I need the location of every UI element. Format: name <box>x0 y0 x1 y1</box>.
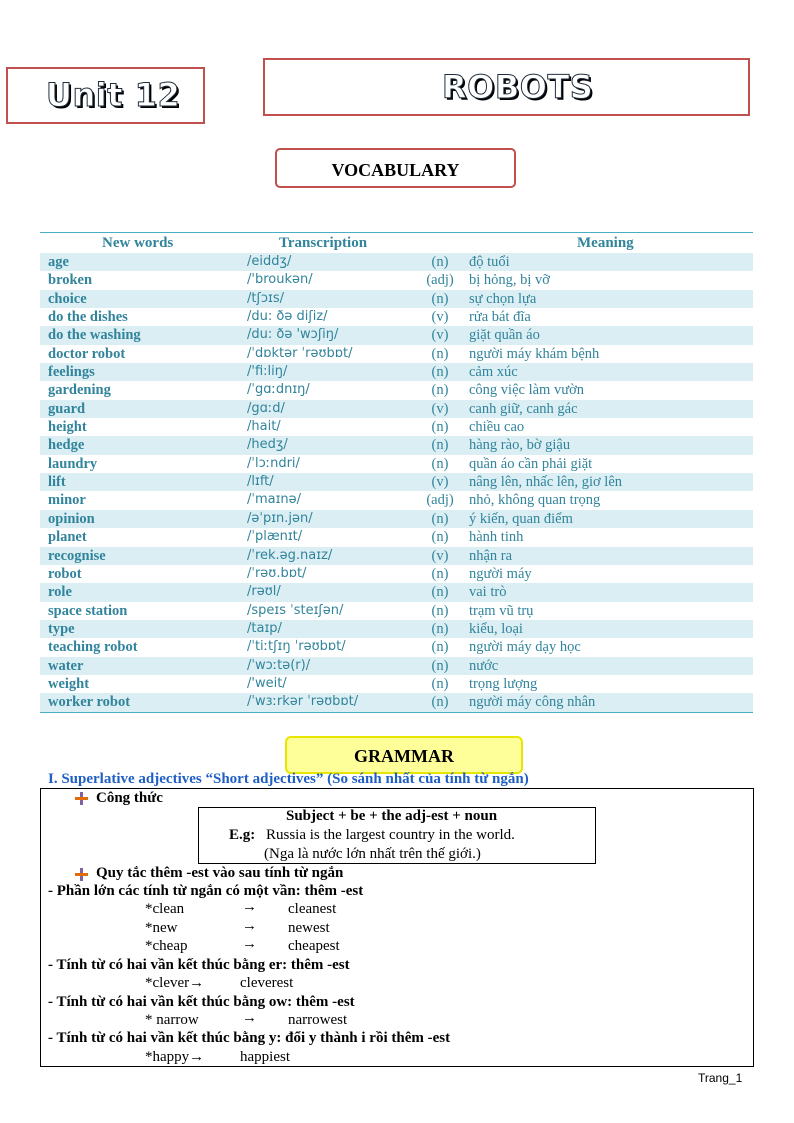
meaning-cell: hành tinh <box>469 529 524 546</box>
transcription-cell: /ˈrek.əg.naɪz/ <box>247 547 333 563</box>
part-of-speech-cell: (n) <box>431 382 449 399</box>
part-of-speech-cell: (adj) <box>426 492 454 509</box>
part-of-speech-cell: (n) <box>431 657 449 674</box>
meaning-cell: chiều cao <box>469 419 525 436</box>
transcription-cell: /du: ðə diʃiz/ <box>247 309 328 325</box>
table-row <box>40 400 753 418</box>
table-row <box>40 436 753 454</box>
part-of-speech-cell: (n) <box>431 529 449 546</box>
meaning-cell: giặt quần áo <box>469 327 540 344</box>
transcription-cell: /hait/ <box>247 419 281 435</box>
table-body <box>40 253 753 712</box>
part-of-speech-cell: (n) <box>431 290 449 307</box>
part-of-speech-cell: (n) <box>431 254 449 270</box>
example-translation: (Nga là nước lớn nhất trên thế giới.) <box>264 846 481 862</box>
rule-2: - Tính từ có hai vần kết thúc bằng er: thêm -est <box>48 957 350 973</box>
meaning-cell: quần áo cần phải giặt <box>469 455 593 472</box>
page-number: Trang_1 <box>698 1071 743 1085</box>
column-header-transcription: Transcription <box>279 235 368 251</box>
vocabulary-heading: VOCABULARY <box>331 160 460 180</box>
arrow-bullet-icon <box>75 868 88 881</box>
table-row <box>40 345 753 363</box>
grammar-heading-box <box>285 736 523 774</box>
meaning-cell: cảm xúc <box>469 364 518 381</box>
table-row <box>40 657 753 675</box>
word-cell: teaching robot <box>48 639 138 656</box>
word-cell: opinion <box>48 510 95 527</box>
table-row <box>40 271 753 289</box>
part-of-speech-cell: (n) <box>431 602 449 619</box>
word-cell: age <box>48 254 69 270</box>
table-row <box>40 418 753 436</box>
transcription-cell: /gɑːd/ <box>247 400 285 416</box>
transcription-cell: /'fi:liŋ/ <box>247 364 288 380</box>
rule-1: - Phần lớn các tính từ ngắn có một vần: thêm -est <box>48 883 364 899</box>
word-cell: lift <box>48 474 66 491</box>
word-cell: feelings <box>48 364 95 381</box>
meaning-cell: ý kiến, quan điểm <box>469 510 573 527</box>
table-row <box>40 455 753 473</box>
word-cell: laundry <box>48 455 98 472</box>
part-of-speech-cell: (n) <box>431 455 449 472</box>
part-of-speech-cell: (n) <box>431 419 449 436</box>
example-to: happiest <box>240 1049 290 1065</box>
transcription-cell: /rəʊl/ <box>247 584 281 600</box>
meaning-cell: nhỏ, không quan trọng <box>469 492 601 509</box>
example-sentence: Russia is the largest country in the world. <box>266 827 515 843</box>
arrow-icon: → <box>242 918 257 934</box>
part-of-speech-cell: (v) <box>431 474 449 491</box>
word-cell: minor <box>48 492 86 509</box>
part-of-speech-cell: (n) <box>431 437 449 454</box>
word-cell: do the washing <box>48 327 141 344</box>
table-row <box>40 381 753 399</box>
part-of-speech-cell: (n) <box>431 675 449 692</box>
meaning-cell: canh giữ, canh gác <box>469 400 578 417</box>
meaning-cell: bị hỏng, bị vỡ <box>469 272 550 289</box>
transcription-cell: /ˈrəʊ.bɒt/ <box>247 565 307 581</box>
transcription-cell: /'broukən/ <box>247 272 313 288</box>
vocabulary-table <box>40 232 753 713</box>
rules-label: Quy tắc thêm -est vào sau tính từ ngắn <box>96 865 344 881</box>
table-row <box>40 473 753 491</box>
word-cell: do the dishes <box>48 309 128 326</box>
arrow-icon: → <box>242 936 257 952</box>
word-cell: robot <box>48 565 82 582</box>
word-cell: guard <box>48 400 86 417</box>
meaning-cell: trạm vũ trụ <box>469 602 534 619</box>
part-of-speech-cell: (adj) <box>426 272 454 289</box>
table-row <box>40 638 753 656</box>
word-cell: type <box>48 620 75 637</box>
table-row <box>40 363 753 381</box>
table-row <box>40 620 753 638</box>
example-from: * narrow <box>145 1012 199 1028</box>
meaning-cell: rửa bát đĩa <box>469 309 531 326</box>
example-from: *clean <box>145 901 185 917</box>
word-cell: weight <box>48 675 90 692</box>
table-row <box>40 528 753 546</box>
meaning-cell: độ tuổi <box>469 254 510 270</box>
meaning-cell: người máy <box>469 565 532 582</box>
transcription-cell: /ˈgɑːdnɪŋ/ <box>247 382 310 398</box>
example-from: *cheap <box>145 938 188 954</box>
part-of-speech-cell: (n) <box>431 620 449 637</box>
table-row <box>40 602 753 620</box>
example-label: E.g: <box>229 827 256 843</box>
transcription-cell: /speɪs ˈsteɪʃən/ <box>247 602 344 618</box>
transcription-cell: /ˈmaɪnə/ <box>247 492 302 508</box>
table-row <box>40 326 753 344</box>
table-row <box>40 308 753 326</box>
example-to: cleanest <box>288 901 337 917</box>
meaning-cell: người máy công nhân <box>469 694 596 711</box>
table-row <box>40 253 753 271</box>
table-row <box>40 510 753 528</box>
meaning-cell: hàng rào, bờ giậu <box>469 437 571 454</box>
table-row <box>40 565 753 583</box>
transcription-cell: /du: ðə 'wɔʃiŋ/ <box>247 327 339 343</box>
table-row <box>40 547 753 565</box>
page-title: ROBOTS <box>442 68 594 106</box>
word-cell: space station <box>48 602 128 619</box>
example-to: cheapest <box>288 938 340 954</box>
table-header <box>40 233 753 253</box>
transcription-cell: /eiddʒ/ <box>247 254 292 269</box>
word-cell: doctor robot <box>48 345 126 362</box>
transcription-cell: /əˈpɪn.jən/ <box>247 510 313 526</box>
word-cell: recognise <box>48 547 106 564</box>
part-of-speech-cell: (v) <box>431 400 449 417</box>
column-header-word: New words <box>102 235 174 251</box>
part-of-speech-cell: (v) <box>431 547 449 564</box>
unit-title: Unit 12 <box>46 76 181 114</box>
part-of-speech-cell: (n) <box>431 584 449 601</box>
formula: Subject + be + the adj-est + noun <box>286 808 498 824</box>
meaning-cell: công việc làm vườn <box>469 382 584 399</box>
part-of-speech-cell: (n) <box>431 345 449 362</box>
word-cell: broken <box>48 272 93 289</box>
word-cell: water <box>48 657 84 674</box>
transcription-cell: /ˈplænɪt/ <box>247 529 303 545</box>
section-title: I. Superlative adjectives “Short adjectives” (So sánh nhất của tính từ ngắn) <box>48 771 529 787</box>
part-of-speech-cell: (n) <box>431 639 449 656</box>
rule-3: - Tính từ có hai vần kết thúc bằng ow: thêm -est <box>48 994 355 1010</box>
rule-4: - Tính từ có hai vần kết thúc bằng y: đổi y thành i rồi thêm -est <box>48 1030 451 1046</box>
arrow-bullet-icon <box>75 792 88 805</box>
meaning-cell: vai trò <box>469 584 507 601</box>
transcription-cell: /taɪp/ <box>247 620 282 636</box>
word-cell: worker robot <box>48 694 131 711</box>
example-from: *new <box>145 920 178 936</box>
column-header-meaning: Meaning <box>577 235 634 251</box>
part-of-speech-cell: (n) <box>431 694 449 711</box>
arrow-icon: → <box>242 899 257 915</box>
transcription-cell: /lɪft/ <box>247 474 274 490</box>
part-of-speech-cell: (n) <box>431 565 449 582</box>
part-of-speech-cell: (n) <box>431 364 449 381</box>
grammar-heading: GRAMMAR <box>354 746 454 766</box>
part-of-speech-cell: (n) <box>431 510 449 527</box>
example-to: newest <box>288 920 330 936</box>
word-cell: gardening <box>48 382 111 399</box>
meaning-cell: kiểu, loại <box>469 620 523 637</box>
part-of-speech-cell: (v) <box>431 327 449 344</box>
transcription-cell: /tʃɔɪs/ <box>247 290 284 306</box>
word-cell: height <box>48 419 87 436</box>
transcription-cell: /hedʒ/ <box>247 437 288 453</box>
transcription-cell: /ˈlɔːndri/ <box>247 455 300 471</box>
table-row <box>40 491 753 509</box>
word-cell: role <box>48 584 72 601</box>
meaning-cell: nước <box>469 657 499 674</box>
example-from: *clever→ <box>145 975 205 991</box>
word-cell: choice <box>48 290 87 307</box>
arrow-icon: → <box>242 1010 257 1026</box>
word-cell: hedge <box>48 437 85 454</box>
table-row <box>40 693 753 711</box>
word-cell: planet <box>48 529 87 546</box>
meaning-cell: người máy khám bệnh <box>469 345 600 362</box>
meaning-cell: nhận ra <box>469 547 513 564</box>
transcription-cell: /ˈdɒktər ˈrəʊbɒt/ <box>247 345 353 361</box>
vocabulary-heading-box <box>275 148 516 188</box>
transcription-cell: /ˈtiːtʃɪŋ ˈrəʊbɒt/ <box>247 639 346 655</box>
meaning-cell: sự chọn lựa <box>469 290 537 307</box>
example-from: *happy→ <box>145 1049 205 1065</box>
meaning-cell: trọng lượng <box>469 675 538 692</box>
transcription-cell: /'weit/ <box>247 675 287 691</box>
table-row <box>40 290 753 308</box>
meaning-cell: người máy dạy học <box>469 639 581 656</box>
example-to: narrowest <box>288 1012 348 1028</box>
transcription-cell: /ˈwɔːtə(r)/ <box>247 657 311 673</box>
transcription-cell: /ˈwɜːrkər ˈrəʊbɒt/ <box>247 694 359 710</box>
example-to: cleverest <box>240 975 294 991</box>
part-of-speech-cell: (v) <box>431 309 449 326</box>
meaning-cell: nâng lên, nhấc lên, giơ lên <box>469 474 623 491</box>
table-row <box>40 675 753 693</box>
table-row <box>40 583 753 601</box>
formula-label: Công thức <box>96 790 163 806</box>
